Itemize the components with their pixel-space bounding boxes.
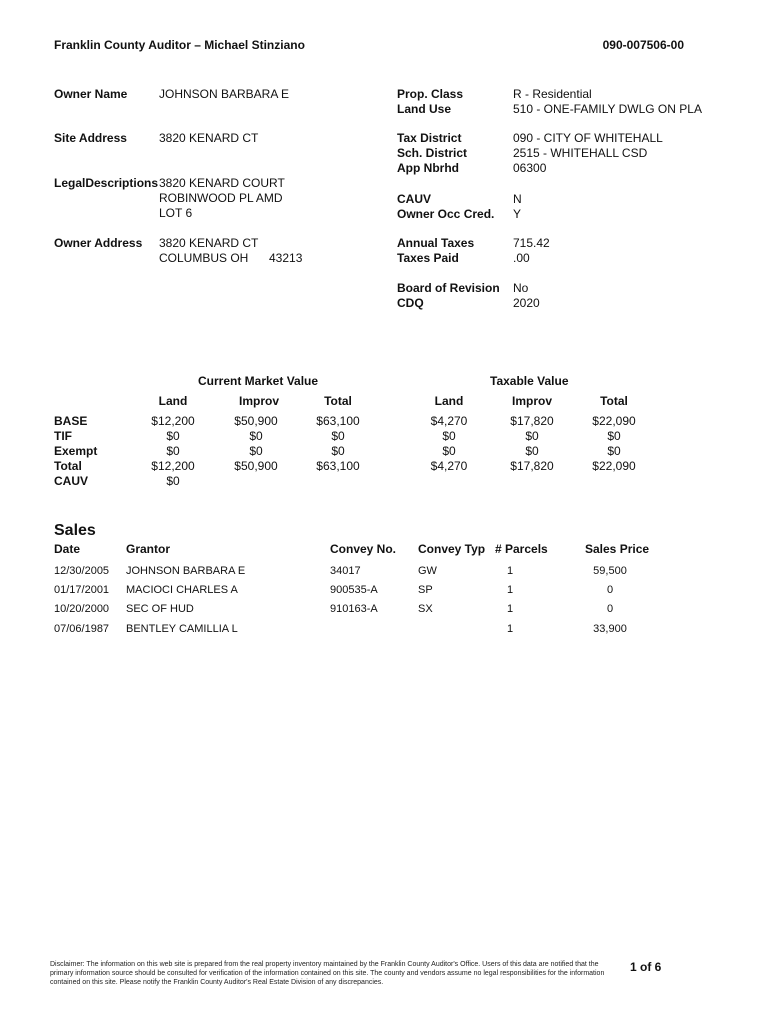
value-cell: $50,900 [234, 459, 278, 473]
sale-convey-no: 910163-A [330, 603, 378, 615]
value-row-labels [54, 414, 97, 489]
tax-values [513, 236, 550, 266]
value-cell: $0 [166, 429, 180, 443]
table-row [0, 584, 770, 603]
sale-grantor: SEC OF HUD [126, 603, 194, 615]
value-cell: $0 [166, 474, 180, 488]
sale-convey-no: 900535-A [330, 584, 378, 596]
sch-district-label: Sch. District [397, 146, 468, 160]
current-improv-header: Improv [238, 394, 279, 408]
value-cell: $4,270 [430, 459, 468, 473]
board-of-revision-value: No [513, 281, 529, 295]
bor-labels [397, 281, 500, 311]
sales-header-price: Sales Price [585, 542, 650, 556]
app-nbrhd-label: App Nbrhd [397, 161, 459, 175]
taxable-land-header: Land [434, 394, 464, 408]
table-row [0, 623, 770, 642]
tax-district-value: 090 - CITY OF WHITEHALL [513, 131, 663, 145]
page-number: 1 of 6 [630, 960, 662, 974]
sale-parcels: 1 [506, 603, 514, 615]
value-cell: $0 [166, 444, 180, 458]
page-title: Franklin County Auditor – Michael Stinziano [54, 38, 305, 52]
district-labels [397, 131, 467, 176]
sales-header-parcels: # Parcels [495, 542, 548, 556]
value-cell: $0 [442, 444, 456, 458]
cauv-labels [397, 192, 494, 222]
cdq-label: CDQ [397, 296, 424, 310]
cauv-label: CAUV [397, 192, 432, 206]
sch-district-value: 2515 - WHITEHALL CSD [513, 146, 648, 160]
current-total-column [308, 414, 368, 474]
value-cell: $0 [331, 429, 345, 443]
disclaimer: Disclaimer: The information on this web site is prepared from the real property inventory maintained by the Franklin County Auditor's Office. Users of this data are notified that the primary information source should be consulted for verification of the information contained on this site. The county and vendors assume no legal responsibilities for the information contained on this site. Please notify the Franklin County Auditor's Real Estate Division of any discrepancies. [50, 961, 605, 986]
current-land-header: Land [158, 394, 188, 408]
legal-line: LOT 6 [159, 206, 193, 220]
value-cell: $22,090 [592, 459, 636, 473]
parcel-id: 090-007506-00 [602, 38, 684, 52]
taxable-total-header: Total [600, 394, 628, 408]
sale-parcels: 1 [506, 565, 514, 577]
current-total-header: Total [324, 394, 352, 408]
sale-date: 07/06/1987 [54, 623, 110, 635]
cauv-value: N [513, 192, 522, 206]
value-cell: $0 [249, 444, 263, 458]
sale-grantor: BENTLEY CAMILLIA L [126, 623, 238, 635]
sale-price: 0 [606, 603, 614, 615]
board-of-revision-label: Board of Revision [397, 281, 500, 295]
cauv-values [513, 192, 522, 222]
value-cell: $0 [607, 429, 621, 443]
sale-convey-no: 34017 [330, 565, 361, 577]
value-cell: $12,200 [151, 459, 195, 473]
table-row [0, 565, 770, 584]
sales-title: Sales [54, 522, 96, 539]
sales-header-convey-no: Convey No. [330, 542, 397, 556]
value-cell: $17,820 [510, 459, 554, 473]
row-label-cauv: CAUV [54, 474, 89, 488]
value-cell: $0 [442, 429, 456, 443]
sale-grantor: JOHNSON BARBARA E [126, 565, 246, 577]
owner-address-value [159, 236, 258, 266]
sale-price: 0 [606, 584, 614, 596]
row-label-tif: TIF [54, 429, 72, 443]
legal-description-value [159, 176, 285, 221]
legal-line: ROBINWOOD PL AMD [159, 191, 283, 205]
bor-values [513, 281, 540, 311]
owner-name-label: Owner Name [54, 87, 128, 101]
value-cell: $0 [607, 444, 621, 458]
owner-address-label: Owner Address [54, 236, 143, 250]
value-cell: $4,270 [430, 414, 468, 428]
sale-parcels: 1 [506, 584, 514, 596]
value-cell: $0 [525, 444, 539, 458]
taxable-improv-column [502, 414, 562, 474]
owner-occ-label: Owner Occ Cred. [397, 207, 495, 221]
sale-convey-typ: GW [418, 565, 437, 577]
annual-taxes-label: Annual Taxes [397, 236, 475, 250]
prop-class-labels [397, 87, 463, 117]
taxable-total-column [584, 414, 644, 474]
value-cell: $0 [331, 444, 345, 458]
prop-class-label: Prop. Class [397, 87, 464, 101]
app-nbrhd-value: 06300 [513, 161, 547, 175]
owner-name-value: JOHNSON BARBARA E [159, 87, 290, 101]
prop-class-values [513, 87, 702, 117]
taxes-paid-value: .00 [513, 251, 530, 265]
sale-date: 10/20/2000 [54, 603, 110, 615]
sale-grantor: MACIOCI CHARLES A [126, 584, 238, 596]
sale-price: 59,500 [593, 565, 627, 577]
legal-description-label: LegalDescriptions [54, 176, 159, 190]
row-label-total: Total [54, 459, 82, 473]
row-label-base: BASE [54, 414, 88, 428]
value-cell: $0 [525, 429, 539, 443]
sales-header-convey-typ: Convey Typ [418, 542, 486, 556]
value-cell: $63,100 [316, 459, 360, 473]
current-market-value-title: Current Market Value [198, 374, 319, 388]
sales-header-date: Date [54, 542, 81, 556]
prop-class-value: R - Residential [513, 87, 592, 101]
owner-occ-value: Y [513, 207, 522, 221]
current-land-column [143, 414, 203, 489]
site-address-label: Site Address [54, 131, 127, 145]
taxable-value-title: Taxable Value [490, 374, 569, 388]
taxes-paid-label: Taxes Paid [397, 251, 459, 265]
district-values [513, 131, 663, 176]
sales-header-grantor: Grantor [126, 542, 171, 556]
value-cell: $63,100 [316, 414, 360, 428]
row-label-exempt: Exempt [54, 444, 98, 458]
site-address-value: 3820 KENARD CT [159, 131, 259, 145]
current-improv-column [226, 414, 286, 474]
taxable-improv-header: Improv [511, 394, 552, 408]
cdq-value: 2020 [513, 296, 540, 310]
tax-district-label: Tax District [397, 131, 462, 145]
sale-date: 01/17/2001 [54, 584, 110, 596]
land-use-value: 510 - ONE-FAMILY DWLG ON PLA [513, 102, 702, 116]
annual-taxes-value: 715.42 [513, 236, 550, 250]
value-cell: $0 [249, 429, 263, 443]
owner-address-zip: 43213 [269, 251, 303, 265]
owner-address-city: COLUMBUS OH [159, 251, 249, 265]
value-cell: $50,900 [234, 414, 278, 428]
value-cell: $12,200 [151, 414, 195, 428]
legal-line: 3820 KENARD COURT [159, 176, 285, 190]
tax-labels [397, 236, 474, 266]
sale-convey-typ: SP [418, 584, 433, 596]
land-use-label: Land Use [397, 102, 452, 116]
sale-date: 12/30/2005 [54, 565, 110, 577]
sale-parcels: 1 [506, 623, 514, 635]
sale-convey-typ: SX [418, 603, 433, 615]
value-cell: $17,820 [510, 414, 554, 428]
owner-address-line1: 3820 KENARD CT [159, 236, 259, 250]
sale-price: 33,900 [593, 623, 627, 635]
taxable-land-column [419, 414, 479, 474]
table-row [0, 603, 770, 622]
value-cell: $22,090 [592, 414, 636, 428]
